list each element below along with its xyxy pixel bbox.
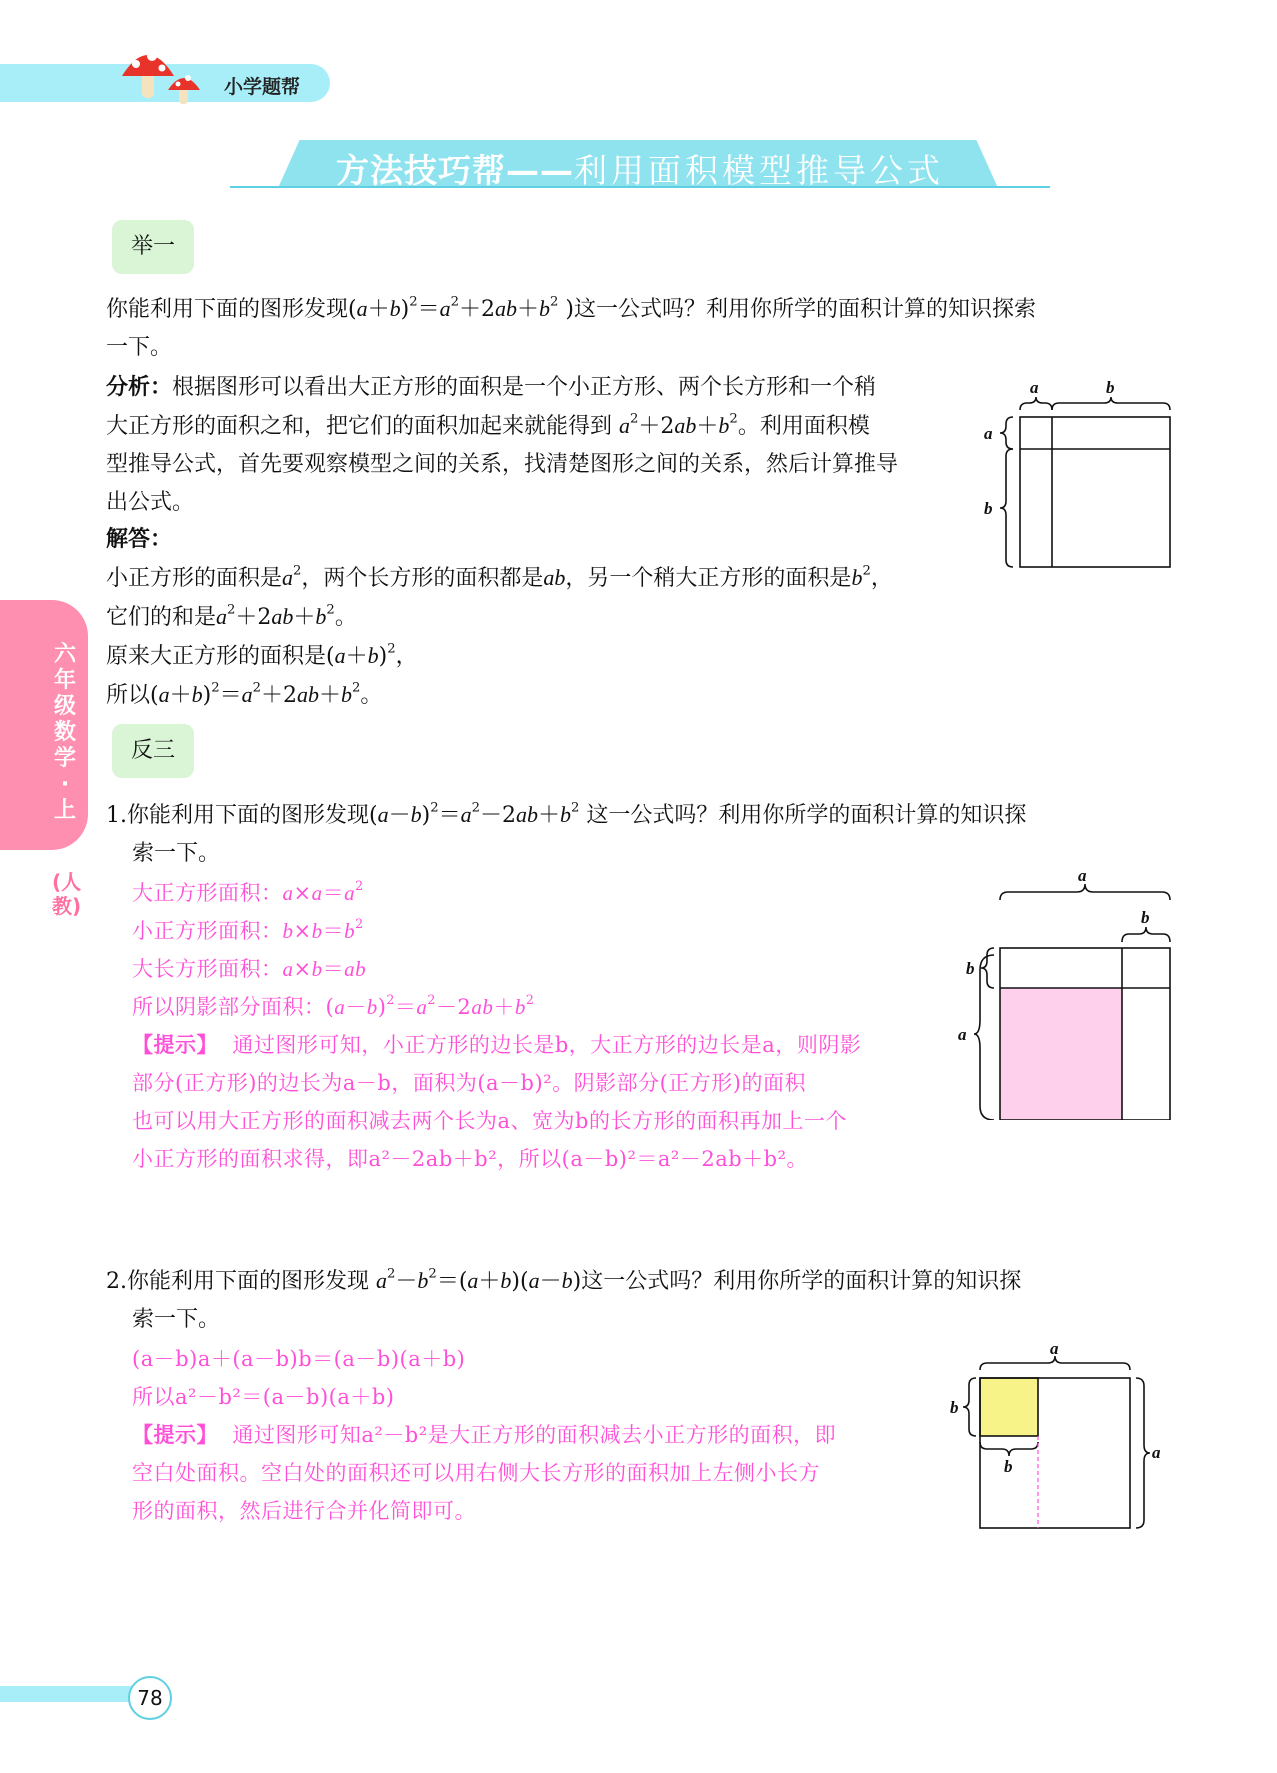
section-tag-example: 举一 xyxy=(112,220,194,274)
header-label: 小学题帮 xyxy=(224,76,301,98)
square-diagram-2 xyxy=(940,1338,1170,1548)
page-number: 78 xyxy=(128,1676,172,1720)
label-a: a xyxy=(1050,1339,1059,1358)
label-b: b xyxy=(1106,378,1115,397)
label-a-right: a xyxy=(1152,1443,1161,1462)
practice-answer-2: (a－b)a＋(a－b)b＝(a－b)(a＋b) 所以a²－b²＝(a－b)(a＋b) 【提示】 通过图形可知a²－b²是大正方形的面积减去小正方形的面积，即 空白处面积。空白处的面积还可以用右侧大长方形的面积加上左侧小长方 形的面积，然后进行合并化简即可。 xyxy=(132,1347,837,1523)
label-b: b xyxy=(1141,908,1150,927)
label-a: a xyxy=(1078,870,1087,885)
practice-question-1: 1.你能利用下面的图形发现$(a-b)^2=a^2-2ab+b^2$ 这一公式吗？利用你所学的面积计算的知识探 索一下。 xyxy=(106,800,1027,866)
label-b-left: b xyxy=(950,1398,959,1417)
label-a: a xyxy=(1030,378,1039,397)
example-analysis: 分析：根据图形可以看出大正方形的面积是一个小正方形、两个长方形和一个稍 大正方形的面积之和，把它们的面积加起来就能得到 $a^2+2ab+b^2$。利用面积模 型推导公式，首先要观察模型之间的关系，找清楚图形之间的关系，然后计算推导 出公式。 xyxy=(106,374,899,515)
label-a-left: a xyxy=(984,424,993,443)
example-answer: 解答： 小正方形的面积是$a^2$，两个长方形的面积都是ab，另一个稍大正方形的面积是$b^2$， 它们的和是$a^2+2ab+b^2$。 原来大正方形的面积是$(a+b)^2$， 所以$(a+b)^2=a^2+2ab+b^2$。 xyxy=(106,526,893,708)
page-title: 方法技巧帮——利用面积模型推导公式 xyxy=(336,151,944,190)
label-b-left: b xyxy=(984,499,993,518)
square-diagram-1 xyxy=(950,870,1180,1120)
practice-question-2: 2.你能利用下面的图形发现 $a^2-b^2=(a+b)(a-b)$这一公式吗？利用你所学的面积计算的知识探 索一下。 xyxy=(106,1266,1022,1332)
label-a-left: a xyxy=(958,1025,967,1044)
side-tab-subtext: (人教) xyxy=(52,870,82,918)
label-b-left: b xyxy=(966,959,975,978)
section-tag-practice: 反三 xyxy=(112,724,194,778)
practice-answer-1: 大正方形面积：$a\times a=a^2$ 小正方形面积：$b\times b=b^2$ 大长方形面积：a×b＝ab 所以阴影部分面积：$(a-b)^2=a^2-2ab+b^2$ 【提示】 通过图形可知，小正方形的边长是b，大正方形的边长是a，则阴影 部分(正方形)的边长为a－b，面积为(a－b)²。阴影部分(正方形)的面积 也可以用大正方形的面积减去两个长为a、宽为b的长方形的面积再加上一个 小正方形的面积求得，即a²－2ab＋b²，所以(a－b)²＝a²－2ab＋b²。 xyxy=(132,877,862,1171)
label-b-bottom: b xyxy=(1004,1457,1013,1476)
mushroom-icon xyxy=(118,40,208,110)
square-diagram-example xyxy=(980,375,1180,575)
side-tab-text: 六年级数学·上 xyxy=(53,642,76,823)
example-question: 你能利用下面的图形发现$(a+b)^2=a^2+2ab+b^2$ )这一公式吗？利用你所学的面积计算的知识探索 一下。 xyxy=(106,294,1036,360)
